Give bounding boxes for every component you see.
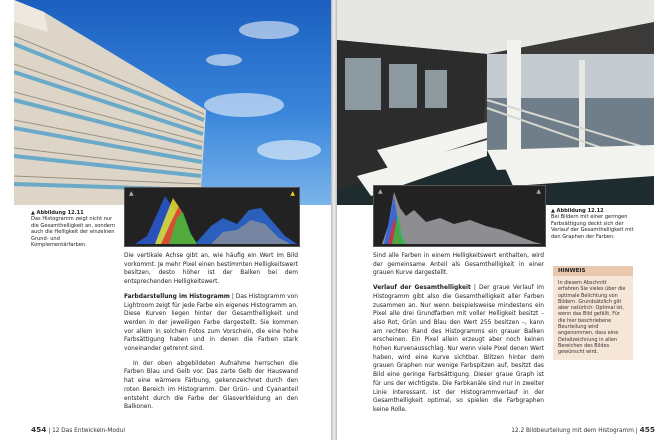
clipping-warning-icon[interactable]: ▲ bbox=[378, 188, 383, 195]
caption-text: Das Histogramm zeigt nicht nur die Gesamthelligkeit an, sondern auch die Helligkeit der einzelnen Grund- und Komplementärfarben. bbox=[31, 216, 116, 249]
ferry-photo bbox=[337, 0, 654, 205]
triangle-marker-icon: ▲ bbox=[551, 208, 557, 214]
clipping-warning-icon[interactable]: ▲ bbox=[536, 188, 541, 195]
building-photo bbox=[14, 0, 331, 205]
histogram-graph bbox=[374, 186, 545, 246]
chapter-title: 12.2 Bildbeurteilung mit dem Histogramm bbox=[511, 428, 634, 434]
caption-title: Abbildung 12.12 bbox=[556, 208, 604, 214]
body-text bbox=[373, 252, 544, 421]
paragraph: In der oben abgebildeten Aufnahme herrschen die Farben Blau und Gelb vor. Das zarte Gelb der Hauswand hat eine wärmere Färbung, gekennzeichnet durch den roten Bereich im Histogramm. Der Grün- und Cyananteil entsteht durch die Farbe der Glasverkleidung an den Balkonen. bbox=[124, 360, 298, 411]
page-number: 454 bbox=[31, 425, 47, 434]
clipping-warning-icon[interactable]: ▲ bbox=[290, 190, 295, 197]
figure-caption bbox=[551, 208, 637, 240]
section-paragraph bbox=[124, 293, 298, 354]
note-title: HINWEIS bbox=[553, 266, 633, 276]
right-page bbox=[337, 0, 668, 440]
histogram-left bbox=[124, 187, 300, 247]
intro-paragraph: Die vertikale Achse gibt an, wie häufig ein Wert im Bild vorkommt. Je mehr Pixel einen bestimmten Helligkeitswert besitzen, desto höher ist der Balken bei dem entsprechenden Helligkeitswert. bbox=[124, 253, 298, 286]
note-text: In diesem Abschnitt erfahren Sie vieles über die optimale Belichtung von Bildern. Grundsätzlich gilt aber natürlich: Optimal ist, wenn das Bild gefällt. Für die hier beschriebene Beurteilung wird angenommen, dass eine Detailzeichnung in allen Bereichen des Bildes gewünscht wird. bbox=[558, 280, 626, 356]
clipping-warning-icon[interactable]: ▲ bbox=[129, 190, 134, 197]
intro-paragraph: Sind alle Farben in einem Helligkeitswert enthalten, wird der gemeinsame Anteil als Gesamthelligkeit in einer grauen Kurve dargestellt. bbox=[373, 253, 544, 277]
page-footer bbox=[31, 420, 125, 440]
caption-title: Abbildung 12.11 bbox=[36, 210, 84, 216]
paragraph-text: Der graue Verlauf im Histogramm gibt also die Gesamthelligkeit aller Farben zusammen an. Nur wenn beispielsweise mindestens ein Pixel alle drei Grundfarben mit voller Helligkeit besitzt – also Rot, Grün und Blau den Wert 255 besitzen –, kann am rechten Rand des Histogramms ein grauer Balken erscheinen. Ein Pixel allein erzeugt aber noch keinen hohen Kurvenausschlag. Nur wenn viele Pixel denen Wert haben, wird eine Kurve sichtbar. Blitzen hinter dem grauen Graphen nur wenige Farbspitzen auf, besitzt das Bild eine geringe Farbsättigung. Dieser graue Graph ist für uns der wichtigste. Die Farbkanäle sind nur in zweiter Linie interessant. Ist der Histogrammverlauf in der Gesamthelligkeit optimal, so spielen die Farbgraphen keine Rolle. bbox=[373, 285, 544, 413]
note-box bbox=[553, 266, 633, 360]
footer-separator: | bbox=[635, 428, 638, 434]
page-footer bbox=[511, 420, 655, 440]
triangle-marker-icon: ▲ bbox=[31, 210, 37, 216]
chapter-title: 12 Das Entwickeln-Modul bbox=[52, 428, 125, 434]
page-number: 455 bbox=[639, 425, 655, 434]
caption-text: Bei Bildern mit einer geringen Farbsättigung deckt sich der Verlauf der Gesamthelligkeit mit den Graphen der Farben. bbox=[551, 214, 634, 240]
left-page bbox=[0, 0, 331, 440]
body-text bbox=[124, 252, 298, 418]
section-paragraph bbox=[373, 284, 544, 415]
subheading: Farbdarstellung im Histogramm bbox=[124, 293, 230, 300]
separator: | bbox=[473, 285, 476, 292]
histogram-graph bbox=[125, 188, 299, 246]
ferry-illustration bbox=[337, 0, 654, 205]
separator: | bbox=[231, 293, 234, 300]
footer-separator: | bbox=[48, 428, 51, 434]
building-illustration bbox=[14, 0, 331, 205]
histogram-right bbox=[373, 185, 546, 247]
subheading: Verlauf der Gesamthelligkeit bbox=[373, 285, 471, 292]
paragraph-text: Das Histogramm von Lightroom zeigt für jede Farbe ein eigenes Histogramm an. Diese Kurven liegen hinter der Gesamthelligkeit und werden in der jeweiligen Farbe dargestellt. Sie kommen vor allem in solchen Fotos zum Vorschein, die eine hohe Farbsättigung haben und in denen die Farben stark voneinander getrennt sind. bbox=[124, 293, 298, 353]
figure-caption bbox=[31, 210, 117, 248]
